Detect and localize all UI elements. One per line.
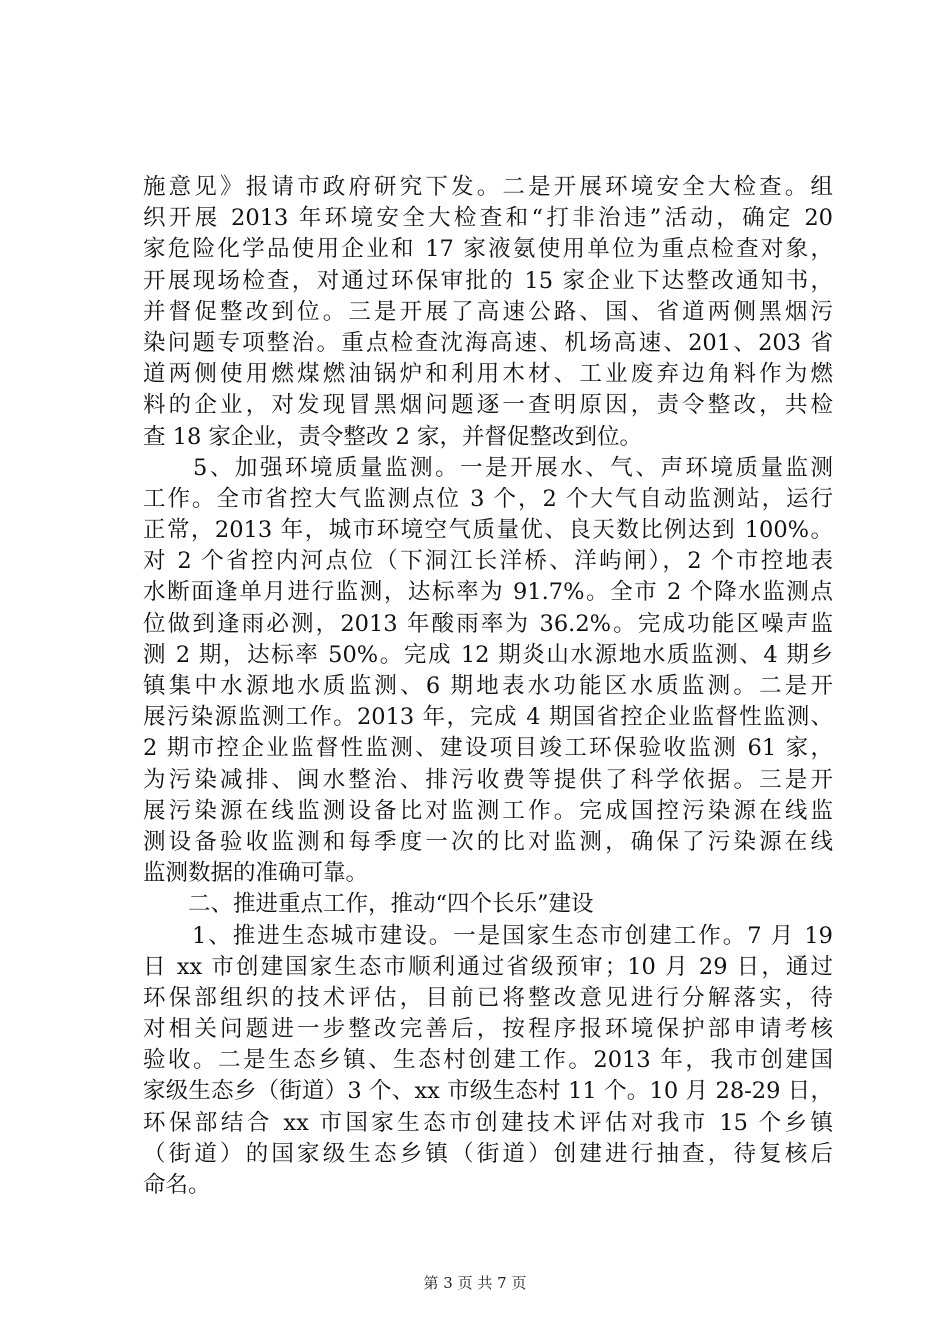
text-line: 家级生态乡（街道）3 个、xx 市级生态村 11 个。10 月 28-29 日，: [143, 1078, 833, 1105]
text-line: 开展现场检查，对通过环保审批的 15 家企业下达整改通知书，: [143, 267, 833, 294]
text-line: 测 2 期，达标率 50%。完成 12 期炎山水源地水质监测、4 期乡: [143, 641, 833, 668]
document-body: [143, 172, 833, 1201]
text-line: 命名。: [143, 1172, 211, 1198]
text-line: 环保部组织的技术评估，目前已将整改意见进行分解落实，待: [143, 984, 833, 1011]
text-line: 监测数据的准确可靠。: [143, 860, 369, 887]
text-line: 家危险化学品使用企业和 17 家液氨使用单位为重点检查对象，: [143, 236, 833, 263]
text-line: 对相关问题进一步整改完善后，按程序报环境保护部申请考核: [143, 1016, 833, 1043]
text-line: 对 2 个省控内河点位（下洞江长洋桥、洋屿闸），2 个市控地表: [143, 548, 833, 575]
text-line: 料的企业，对发现冒黑烟问题逐一查明原因，责令整改，共检: [143, 392, 833, 419]
text-line: 并督促整改到位。三是开展了高速公路、国、省道两侧黑烟污: [143, 298, 833, 325]
text-line: （街道）的国家级生态乡镇（街道）创建进行抽查，待复核后: [143, 1140, 833, 1167]
text-line: 查 18 家企业，责令整改 2 家，并督促整改到位。: [143, 423, 643, 450]
text-line: 正常，2013 年，城市环境空气质量优、良天数比例达到 100%。: [143, 517, 833, 544]
text-line: 1、推进生态城市建设。一是国家生态市创建工作。7 月 19: [143, 922, 833, 949]
text-line: 位做到逢雨必测，2013 年酸雨率为 36.2%。完成功能区噪声监: [143, 610, 833, 637]
text-line: 展污染源在线监测设备比对监测工作。完成国控污染源在线监: [143, 797, 833, 824]
text-line: 施意见》报请市政府研究下发。二是开展环境安全大检查。组: [143, 174, 833, 200]
text-line: 日 xx 市创建国家生态市顺利通过省级预审；10 月 29 日，通过: [143, 953, 833, 980]
text-line: 染问题专项整治。重点检查沈海高速、机场高速、201、203 省: [143, 329, 833, 356]
text-line: 镇集中水源地水质监测、6 期地表水功能区水质监测。二是开: [143, 673, 833, 699]
text-line: 测设备验收监测和每季度一次的比对监测，确保了污染源在线: [143, 828, 833, 855]
text-line: 验收。二是生态乡镇、生态村创建工作。2013 年，我市创建国: [143, 1047, 833, 1074]
text-line: 水断面逢单月进行监测，达标率为 91.7%。全市 2 个降水监测点: [143, 579, 833, 606]
text-line: 织开展 2013 年环境安全大检查和“打非治违”活动，确定 20: [143, 205, 833, 232]
text-line: 2 期市控企业监督性监测、建设项目竣工环保验收监测 61 家，: [143, 735, 833, 762]
text-line: 5、加强环境质量监测。一是开展水、气、声环境质量监测: [143, 454, 833, 481]
text-line: 道两侧使用燃煤燃油锅炉和利用木材、工业废弃边角料作为燃: [143, 361, 833, 388]
text-line: 二、推进重点工作，推动“四个长乐”建设: [143, 891, 594, 918]
text-line: 工作。全市省控大气监测点位 3 个，2 个大气自动监测站，运行: [143, 485, 833, 512]
page-footer: 第 3 页 共 7 页: [423, 1274, 527, 1292]
text-line: 环保部结合 xx 市国家生态市创建技术评估对我市 15 个乡镇: [143, 1109, 833, 1136]
text-line: 展污染源监测工作。2013 年，完成 4 期国省控企业监督性监测、: [143, 704, 833, 731]
text-line: 为污染减排、闽水整治、排污收费等提供了科学依据。三是开: [143, 766, 833, 793]
